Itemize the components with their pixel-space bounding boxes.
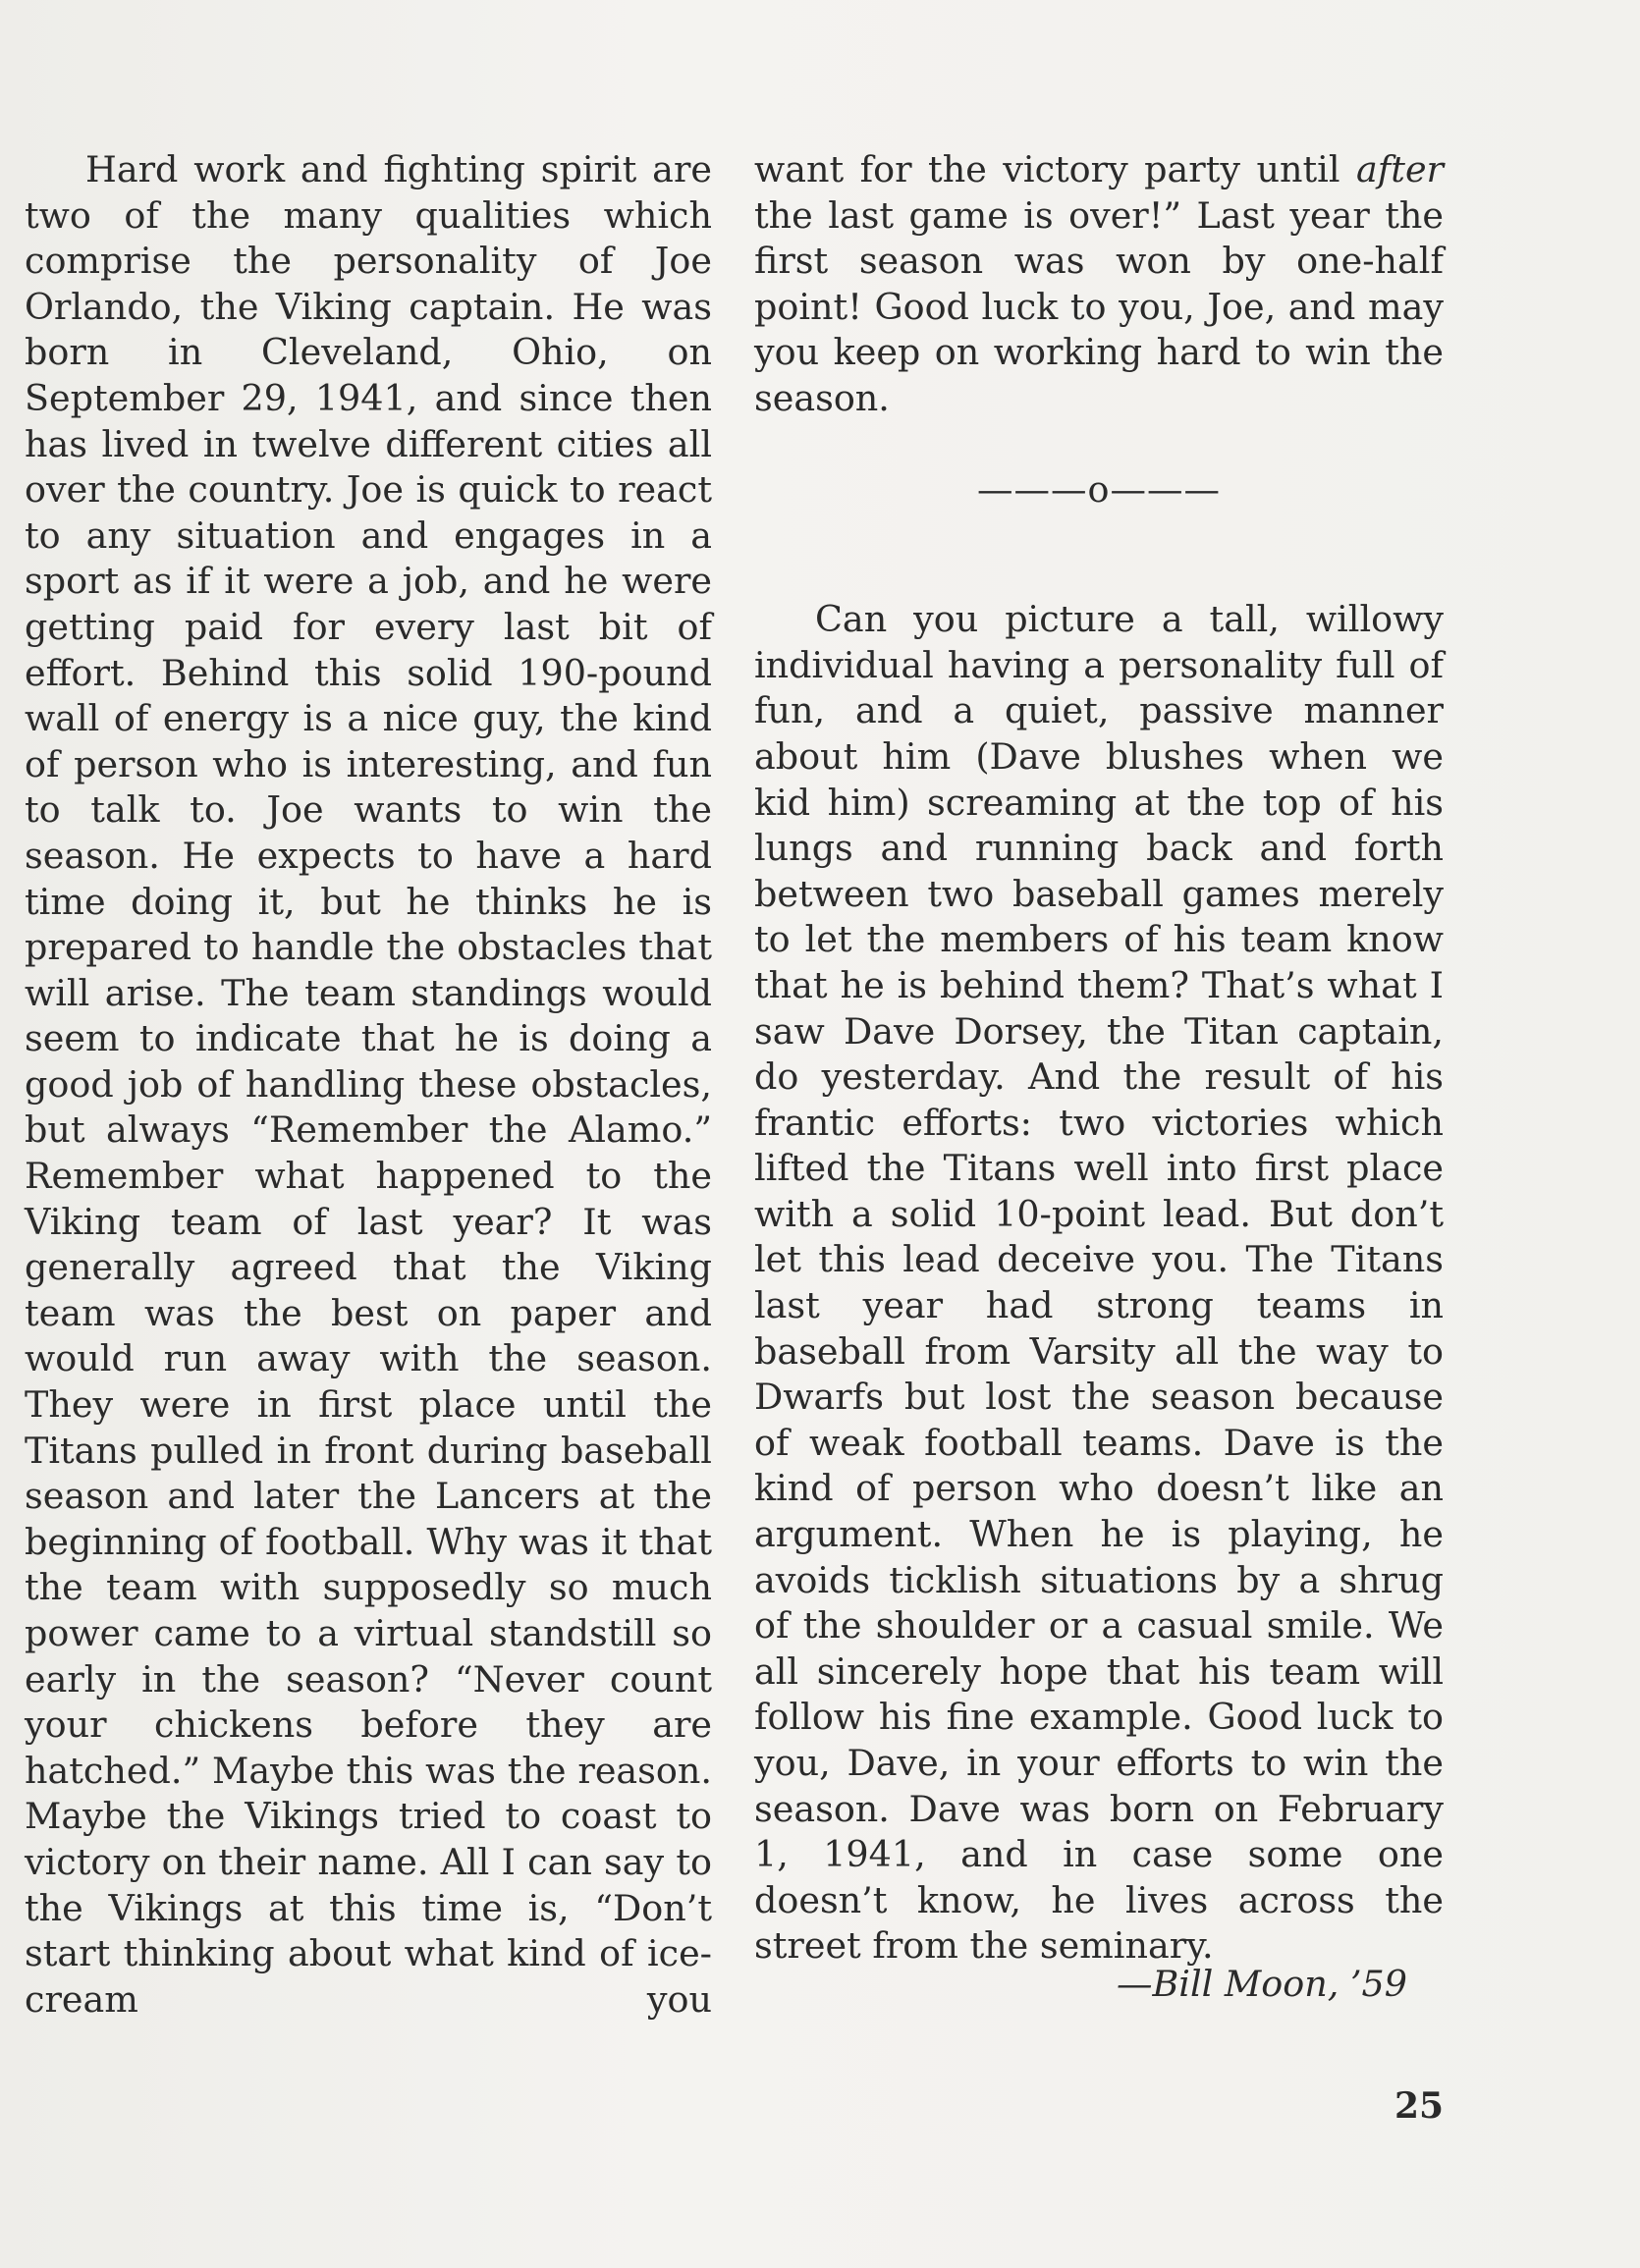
joe-orlando-paragraph-continuation — [754, 147, 1444, 422]
joe-orlando-paragraph: Hard work and fighting spirit are two of the many qualities which comprise the personality of Joe Orlando, the Viking captain. He was born in Cleveland, Ohio, on September 29, 1941, and since then has lived in twelve different cities all over the country. Joe is quick to react to any situation and engages in a sport as if it were a job, and he were getting paid for every last bit of effort. Behind this solid 190-pound wall of energy is a nice guy, the kind of person who is interesting, and fun to talk to. Joe wants to win the season. He expects to have a hard time doing it, but he thinks he is prepared to handle the obstacles that will arise. The team standings would seem to indicate that he is doing a good job of handling these obstacles, but always “Remember the Alamo.” Remember what happened to the Viking team of last year? It was generally agreed that the Viking team was the best on paper and would run away with the season. They were in first place until the Titans pulled in front during baseball season and later the Lancers at the beginning of football. Why was it that the team with supposedly so much power came to a virtual standstill so early in the season? “Never count your chickens before they are hatched.” Maybe this was the reason. Maybe the Vikings tried to coast to victory on their name. All I can say to the Vikings at this time is, “Don’t start thinking about what kind of ice-cream you — [25, 148, 712, 2021]
author-signature: —Bill Moon, ’59 — [1116, 1963, 1407, 2005]
right-column — [754, 147, 1444, 1970]
continuation-text-after: the last game is over!” Last year the first season was won by one-half point! Good luck to you, Joe, and may you keep on working hard to win the season. — [754, 193, 1444, 419]
continuation-text-before: want for the victory party until — [754, 148, 1356, 190]
section-divider: ———o——— — [977, 467, 1221, 511]
left-column — [25, 147, 712, 2023]
dave-dorsey-paragraph: Can you picture a tall, willowy individual having a personality full of fun, and a quiet, passive manner about him (Dave blushes when we kid him) screaming at the top of his lungs and running back and forth between two baseball games merely to let the members of his team know that he is behind them? That’s what I saw Dave Dorsey, the Titan captain, do yesterday. And the result of his frantic efforts: two victories which lifted the Titans well into first place with a solid 10-point lead. But don’t let this lead deceive you. The Titans last year had strong teams in baseball from Varsity all the way to Dwarfs but lost the season because of weak football teams. Dave is the kind of person who doesn’t like an argument. When he is playing, he avoids ticklish situations by a shrug of the shoulder or a casual smile. We all sincerely hope that his team will follow his fine example. Good luck to you, Dave, in your efforts to win the season. Dave was born on February 1, 1941, and in case some one doesn’t know, he lives across the street from the seminary. — [754, 598, 1444, 1968]
continuation-emphasis: after — [1356, 148, 1444, 190]
page-number: 25 — [1394, 2085, 1445, 2127]
